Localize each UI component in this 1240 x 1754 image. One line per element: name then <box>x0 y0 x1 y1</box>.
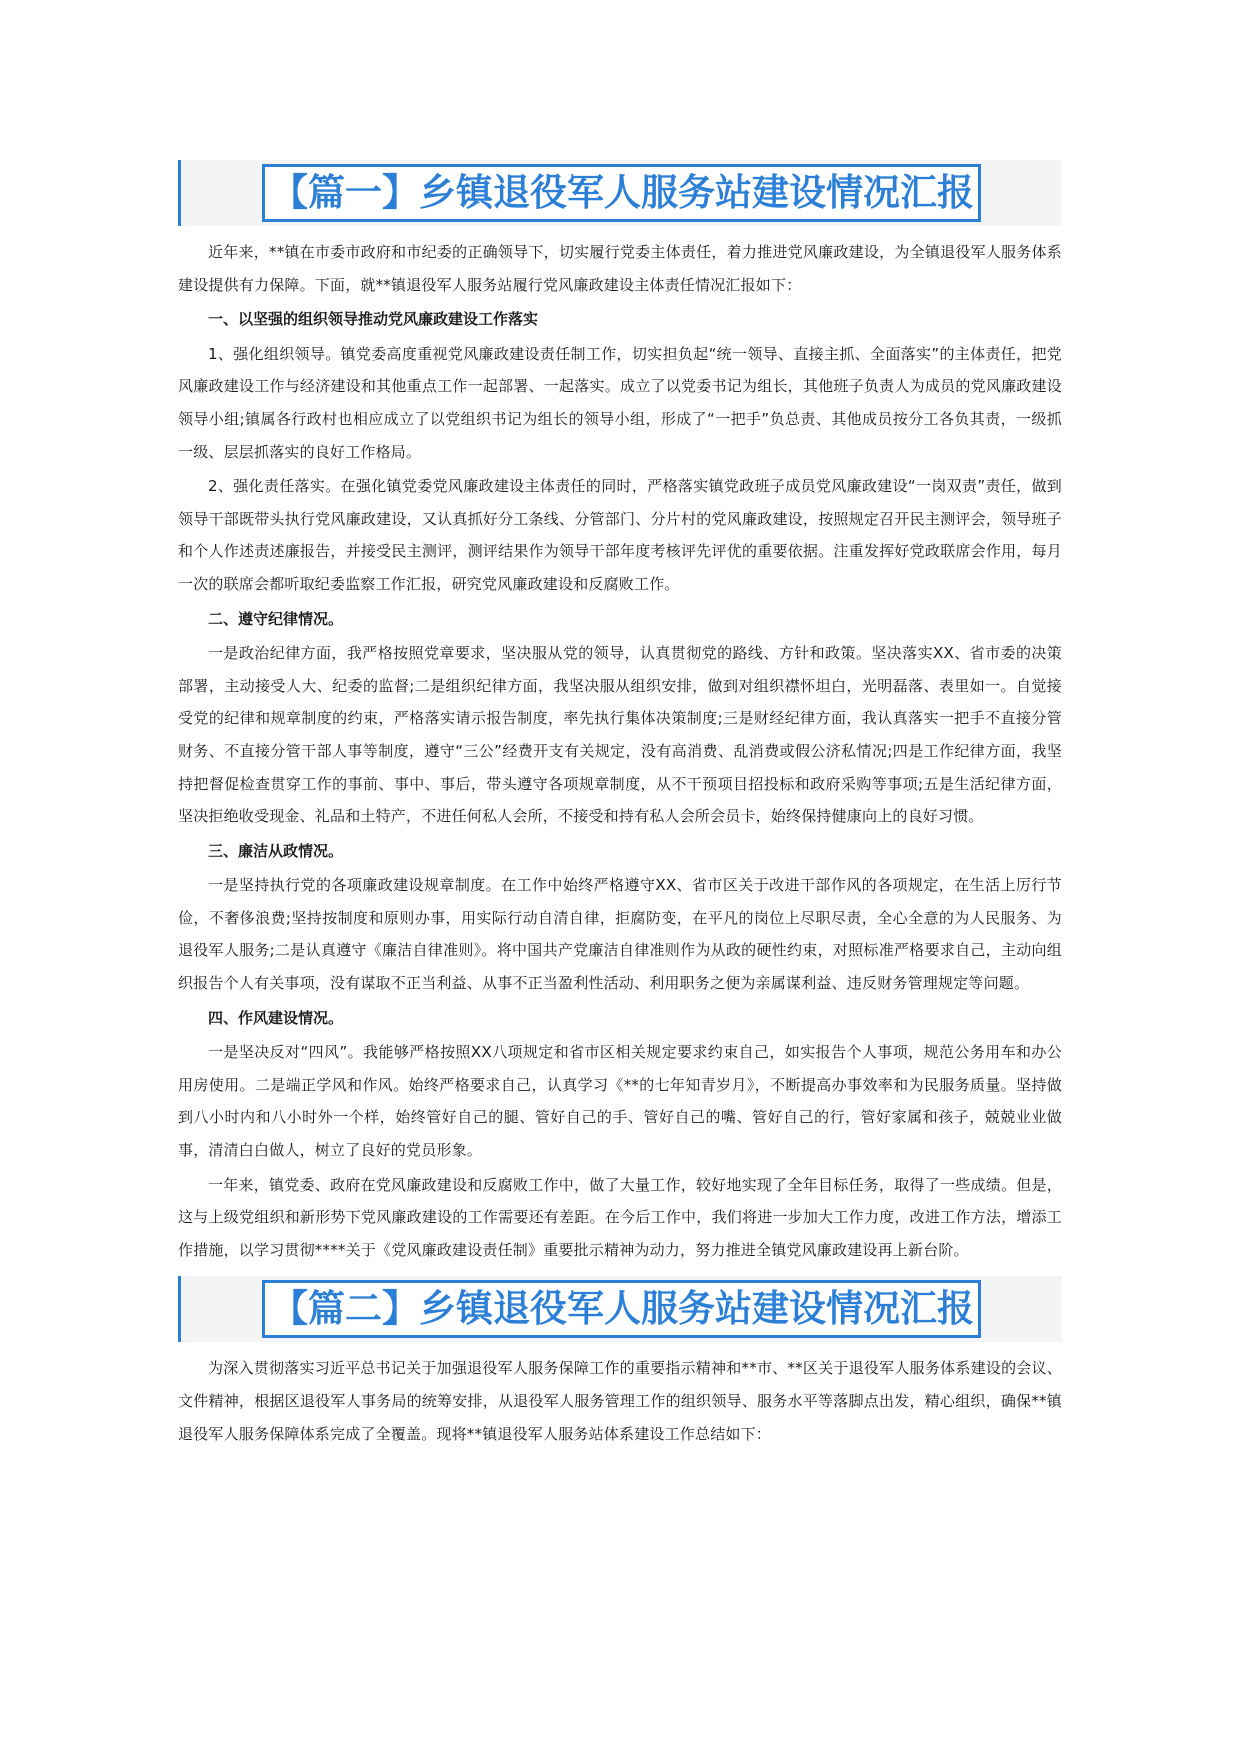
intro-paragraph: 近年来，**镇在市委市政府和市纪委的正确领导下，切实履行党委主体责任，着力推进党风廉政建设，为全镇退役军人服务体系建设提供有力保障。下面，就**镇退役军人服务站履行党风廉政建设主体责任情况汇报如下： <box>178 243 1062 294</box>
conclusion-paragraph: 一年来，镇党委、政府在党风廉政建设和反腐败工作中，做了大量工作，较好地实现了全年目标任务，取得了一些成绩。但是，这与上级党组织和新形势下党风廉政建设的工作需要还有差距。在今后工作中，我们将进一步加大工作力度，改进工作方法，增添工作措施，以学习贯彻****关于《党风廉政建设责任制》重要批示精神为动力，努力推进全镇党风廉政建设再上新台阶。 <box>178 1175 1062 1259</box>
intro-paragraph: 为深入贯彻落实习近平总书记关于加强退役军人服务保障工作的重要指示精神和**市、**区关于退役军人服务体系建设的会议、文件精神，根据区退役军人事务局的统筹安排，从退役军人服务管理工作的组织领导、服务水平等落脚点出发，精心组织，确保**镇退役军人服务保障体系完成了全覆盖。现将**镇退役军人服务站体系建设工作总结如下： <box>178 1359 1062 1443</box>
body-paragraph: 2、强化责任落实。在强化镇党委党风廉政建设主体责任的同时，严格落实镇党政班子成员党风廉政建设“一岗双责”责任，做到领导干部既带头执行党风廉政建设，又认真抓好分工条线、分管部门、分片村的党风廉政建设，按照规定召开民主测评会，领导班子和个人作述责述廉报告，并接受民主测评，测评结果作为领导干部年度考核评先评优的重要依据。注重发挥好党政联席会作用，每月一次的联席会都听取纪委监察工作汇报，研究党风廉政建设和反腐败工作。 <box>178 477 1062 593</box>
document-page <box>178 160 1062 1452</box>
body-paragraph: 一是坚决反对“四风”。我能够严格按照XX八项规定和省市区相关规定要求约束自己，如实报告个人事项，规范公务用车和办公用房使用。二是端正学风和作风。始终严格要求自己，认真学习《**的七年知青岁月》，不断提高办事效率和为民服务质量。坚持做到八小时内和八小时外一个样，始终管好自己的腿、管好自己的手、管好自己的嘴、管好自己的行，管好家属和孩子，兢兢业业做事，清清白白做人，树立了良好的党员形象。 <box>178 1043 1062 1160</box>
body-paragraph: 一是坚持执行党的各项廉政建设规章制度。在工作中始终严格遵守XX、省市区关于改进干部作风的各项规定，在生活上厉行节俭，不奢侈浪费;坚持按制度和原则办事，用实际行动自清自律，拒腐防变，在平凡的岗位上尽职尽责，全心全意的为人民服务、为退役军人服务;二是认真遵守《廉洁自律准则》。将中国共产党廉洁自律准则作为从政的硬性约束，对照标准严格要求自己，主动向组织报告个人有关事项，没有谋取不正当利益、从事不正当盈利性活动、利用职务之便为亲属谋利益、违反财务管理规定等问题。 <box>178 876 1062 993</box>
section-heading: 三、廉洁从政情况。 <box>208 841 344 860</box>
article-title-bar <box>178 1276 1062 1342</box>
body-paragraph: 一是政治纪律方面，我严格按照党章要求，坚决服从党的领导，认真贯彻党的路线、方针和政策。坚决落实XX、省市委的决策部署，主动接受人大、纪委的监督;二是组织纪律方面，我坚决服从组织安排，做到对组织襟怀坦白，光明磊落、表里如一。自觉接受党的纪律和规章制度的约束，严格落实请示报告制度，率先执行集体决策制度;三是财经纪律方面，我认真落实一把手不直接分管财务、不直接分管干部人事等制度，遵守“三公”经费开支有关规定，没有高消费、乱消费或假公济私情况;四是工作纪律方面，我坚持把督促检查贯穿工作的事前、事中、事后，带头遵守各项规章制度，从不干预项目招投标和政府采购等事项;五是生活纪律方面，坚决拒绝收受现金、礼品和土特产，不进任何私人会所，不接受和持有私人会所会员卡，始终保持健康向上的良好习惯。 <box>178 644 1062 826</box>
section-heading: 一、以坚强的组织领导推动党风廉政建设工作落实 <box>208 310 539 329</box>
article-title: 【篇二】乡镇退役军人服务站建设情况汇报 <box>262 1280 981 1338</box>
article-title: 【篇一】乡镇退役军人服务站建设情况汇报 <box>262 164 981 222</box>
article-title-bar <box>178 160 1062 226</box>
section-heading: 二、遵守纪律情况。 <box>208 609 344 628</box>
section-heading: 四、作风建设情况。 <box>208 1008 344 1027</box>
body-paragraph: 1、强化组织领导。镇党委高度重视党风廉政建设责任制工作，切实担负起“统一领导、直接主抓、全面落实”的主体责任，把党风廉政建设工作与经济建设和其他重点工作一起部署、一起落实。成立了以党委书记为组长，其他班子负责人为成员的党风廉政建设领导小组;镇属各行政村也相应成立了以党组织书记为组长的领导小组，形成了“一把手”负总责、其他成员按分工各负其责，一级抓一级、层层抓落实的良好工作格局。 <box>178 344 1062 461</box>
